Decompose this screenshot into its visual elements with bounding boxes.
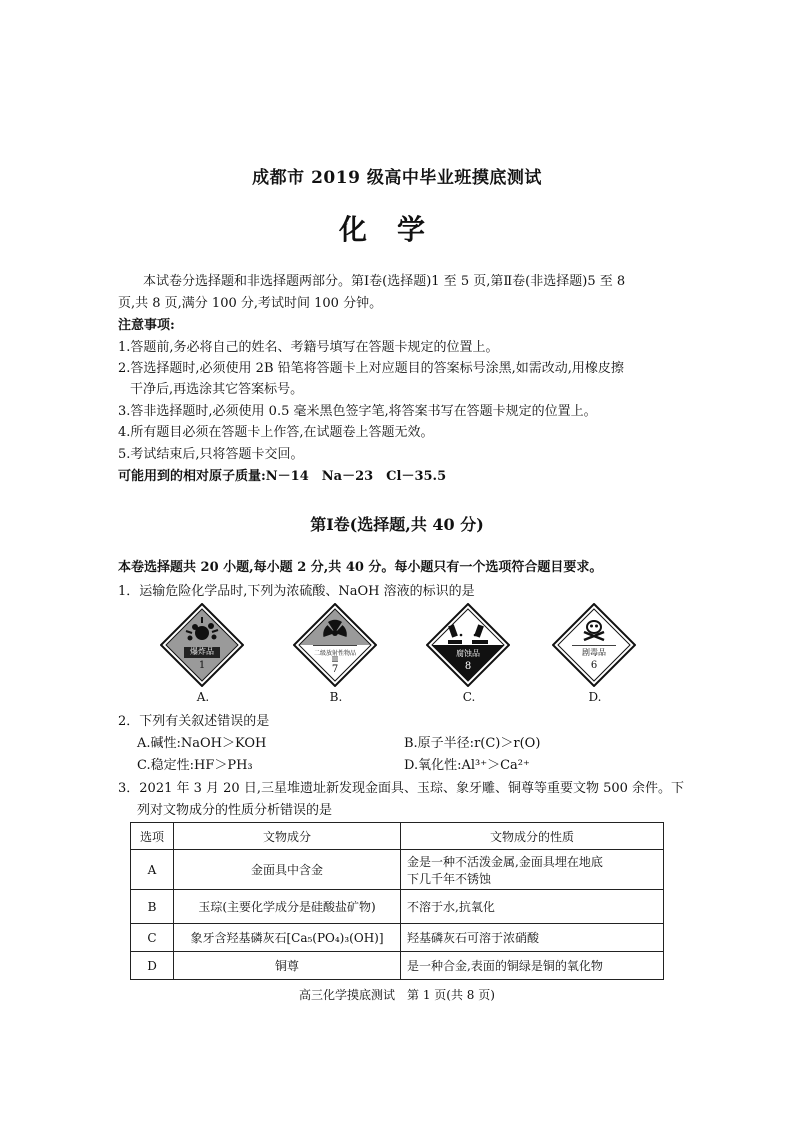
table-cell-option: A xyxy=(131,850,174,890)
table-cell-option: C xyxy=(131,924,174,952)
question-2-option-d: D.氧化性:Al³⁺＞Ca²⁺ xyxy=(404,758,530,773)
option-letter: D. xyxy=(588,690,602,704)
question-2-stem: 2．下列有关叙述错误的是 xyxy=(118,714,270,729)
hazard-sign-corrosive xyxy=(426,603,510,687)
skull-icon xyxy=(552,603,636,687)
table-header-cell: 文物成分的性质 xyxy=(401,823,664,850)
table-cell-option: D xyxy=(131,952,174,980)
note-item: 1.答题前,务必将自己的姓名、考籍号填写在答题卡规定的位置上。 xyxy=(118,340,499,355)
notes-heading: 注意事项: xyxy=(118,318,175,333)
explosion-icon xyxy=(160,603,244,687)
question-1-stem: 1．运输危险化学品时,下列为浓硫酸、NaOH 溶液的标识的是 xyxy=(118,584,475,599)
artifact-table xyxy=(130,822,664,980)
table-cell-component: 玉琮(主要化学成分是硅酸盐矿物) xyxy=(174,890,401,924)
subject-title: 化学 xyxy=(338,213,455,246)
note-item: 2.答选择题时,必须使用 2B 铅笔将答题卡上对应题目的答案标号涂黑,如需改动,用橡皮擦 xyxy=(118,361,624,376)
option-letter: A. xyxy=(196,690,210,704)
note-item: 4.所有题目必须在答题卡上作答,在试题卷上答题无效。 xyxy=(118,425,434,440)
question-2-option-b: B.原子半径:r(C)＞r(O) xyxy=(404,736,541,751)
question-2-option-c: C.稳定性:HF＞PH₃ xyxy=(137,758,253,773)
table-row xyxy=(131,850,664,890)
table-header-cell: 文物成分 xyxy=(174,823,401,850)
sign-roman: Ⅲ xyxy=(331,656,339,664)
section-instructions: 本卷选择题共 20 小题,每小题 2 分,共 40 分。每小题只有一个选项符合题目要求。 xyxy=(118,560,603,575)
table-cell-text: 金是一种不活泼金属,金面具埋在地底 xyxy=(407,854,603,869)
sign-number: 8 xyxy=(464,661,472,672)
atomic-mass-line: 可能用到的相对原子质量:N－14 Na－23 Cl－35.5 xyxy=(118,469,447,484)
hazard-sign-toxic xyxy=(552,603,636,687)
table-header-cell: 选项 xyxy=(131,823,174,850)
sign-label: 剧毒品 xyxy=(582,648,606,657)
corrosive-icon xyxy=(426,603,510,687)
question-3-stem-line-1: 3．2021 年 3 月 20 日,三星堆遗址新发现金面具、玉琮、象牙雕、铜尊等重要文物 500 余件。下 xyxy=(118,781,685,796)
question-2-option-a: A.碱性:NaOH＞KOH xyxy=(137,736,267,751)
table-cell-text: 下几千年不锈蚀 xyxy=(407,871,492,886)
table-cell-option: B xyxy=(131,890,174,924)
page-footer: 高三化学摸底测试 第 1 页(共 8 页) xyxy=(299,988,495,1002)
sign-label: 二级放射性物品 xyxy=(313,650,356,657)
sign-label: 爆炸品 xyxy=(190,647,214,656)
sign-label: 腐蚀品 xyxy=(456,649,480,658)
hazard-sign-explosive xyxy=(160,603,244,687)
sign-number: 1 xyxy=(198,660,206,671)
table-row xyxy=(131,890,664,924)
table-cell-component: 金面具中含金 xyxy=(174,850,401,890)
table-cell-property: 羟基磷灰石可溶于浓硝酸 xyxy=(401,924,664,952)
intro-line-1: 本试卷分选择题和非选择题两部分。第Ⅰ卷(选择题)1 至 5 页,第Ⅱ卷(非选择题)5 至 8 xyxy=(143,274,626,289)
note-item: 干净后,再选涂其它答案标号。 xyxy=(130,382,304,397)
option-letter: B. xyxy=(329,690,343,704)
intro-line-2: 页,共 8 页,满分 100 分,考试时间 100 分钟。 xyxy=(118,296,383,311)
question-3-stem-line-2: 列对文物成分的性质分析错误的是 xyxy=(137,803,333,818)
note-item: 5.考试结束后,只将答题卡交回。 xyxy=(118,447,304,462)
sign-number: 7 xyxy=(331,664,339,675)
table-cell-component: 象牙含羟基磷灰石[Ca₅(PO₄)₃(OH)] xyxy=(174,924,401,952)
table-header-row xyxy=(131,823,664,850)
table-cell-property: 不溶于水,抗氧化 xyxy=(401,890,664,924)
table-row xyxy=(131,952,664,980)
table-cell-component: 铜尊 xyxy=(174,952,401,980)
table-cell-property xyxy=(401,850,664,890)
hazard-sign-radioactive xyxy=(293,603,377,687)
table-row xyxy=(131,924,664,952)
table-cell-property: 是一种合金,表面的铜绿是铜的氧化物 xyxy=(401,952,664,980)
note-item: 3.答非选择题时,必须使用 0.5 毫米黑色签字笔,将答案书写在答题卡规定的位置上。 xyxy=(118,404,597,419)
section-title: 第Ⅰ卷(选择题,共 40 分) xyxy=(310,515,484,534)
exam-title: 成都市 2019 级高中毕业班摸底测试 xyxy=(252,168,542,188)
option-letter: C. xyxy=(462,690,476,704)
sign-number: 6 xyxy=(590,660,598,671)
